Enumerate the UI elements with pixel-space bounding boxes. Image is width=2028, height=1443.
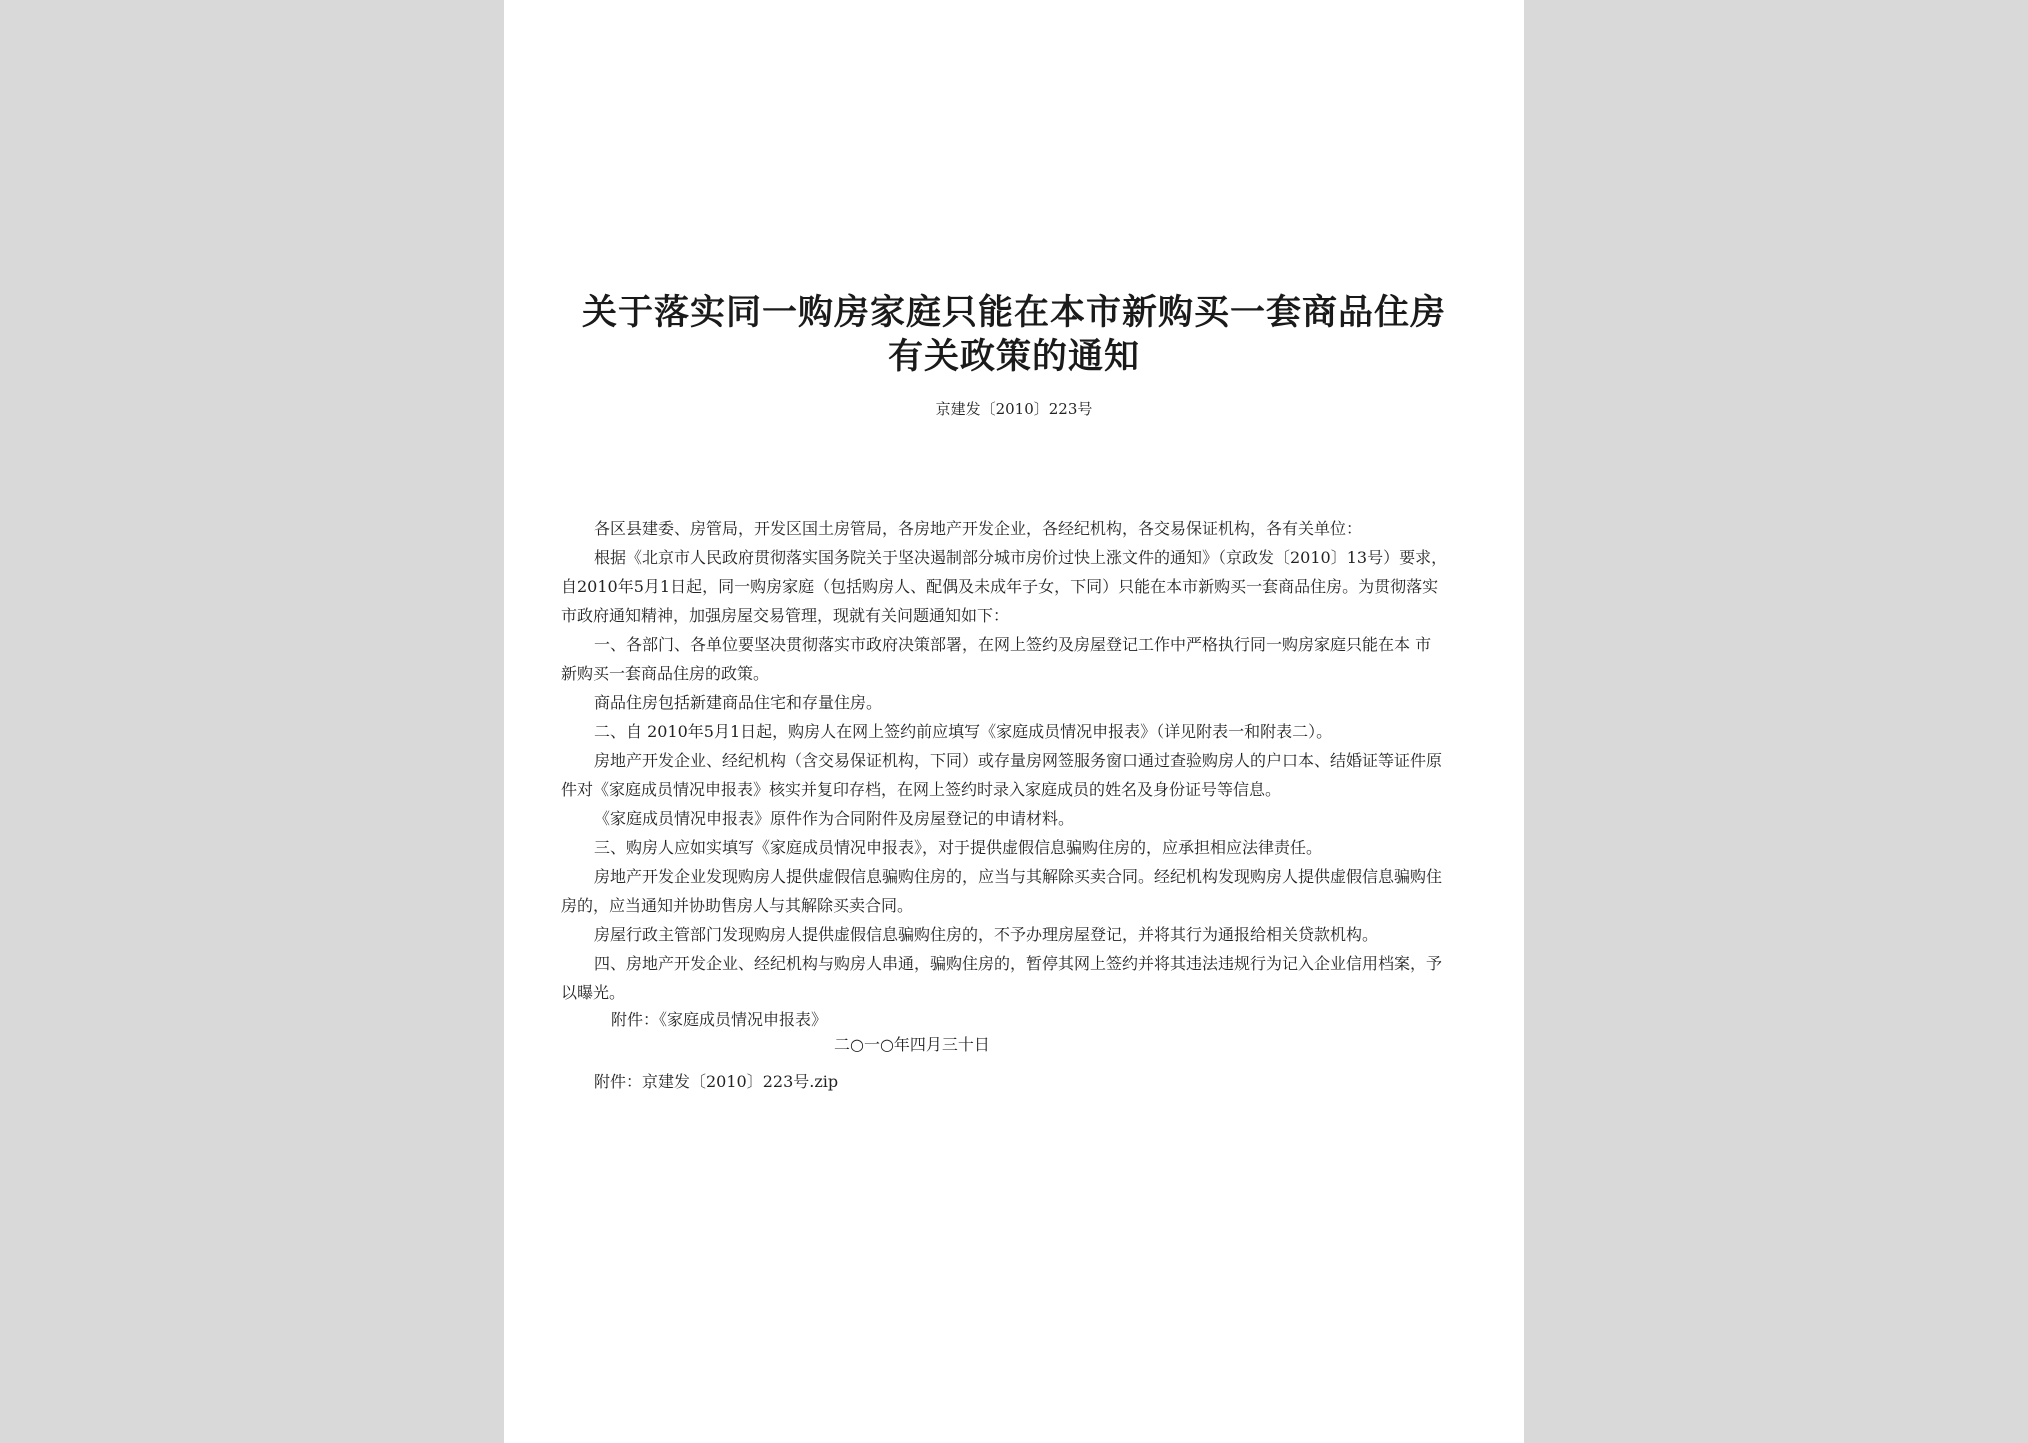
body-line: 商品住房包括新建商品住宅和存量住房。 bbox=[594, 693, 883, 712]
body-line: 市政府通知精神，加强房屋交易管理，现就有关问题通知如下： bbox=[561, 606, 1010, 625]
body-line: 四、房地产开发企业、经纪机构与购房人串通，骗购住房的，暂停其网上签约并将其违法违规行为记入企业信用档案，予 bbox=[594, 954, 1443, 973]
body-line: 新购买一套商品住房的政策。 bbox=[561, 664, 770, 683]
body-line: 一、各部门、各单位要坚决贯彻落实市政府决策部署，在网上签约及房屋登记工作中严格执行同一购房家庭只能在本 市 bbox=[594, 635, 1432, 654]
body-line: 以曝光。 bbox=[561, 983, 626, 1002]
body-line: 件对《家庭成员情况申报表》核实并复印存档，在网上签约时录入家庭成员的姓名及身份证号等信息。 bbox=[561, 780, 1282, 799]
body-line: 自2010年5月1日起，同一购房家庭（包括购房人、配偶及未成年子女，下同）只能在本市新购买一套商品住房。为贯彻落实 bbox=[561, 577, 1439, 596]
body-line: 三、购房人应如实填写《家庭成员情况申报表》，对于提供虚假信息骗购住房的，应承担相应法律责任。 bbox=[594, 838, 1323, 857]
document-date: 二○一○年四月三十日 bbox=[834, 1035, 990, 1054]
body-line: 二、自 2010年5月1日起，购房人在网上签约前应填写《家庭成员情况申报表》（详见附表一和附表二）。 bbox=[594, 722, 1333, 741]
document-page bbox=[504, 0, 1524, 1443]
body-line: 房的，应当通知并协助售房人与其解除买卖合同。 bbox=[561, 896, 914, 915]
body-line: 《家庭成员情况申报表》原件作为合同附件及房屋登记的申请材料。 bbox=[594, 809, 1075, 828]
document-title-line-1: 关于落实同一购房家庭只能在本市新购买一套商品住房 bbox=[581, 292, 1446, 333]
attachment-note: 附件：《家庭成员情况申报表》 bbox=[611, 1010, 828, 1029]
body-line: 根据《北京市人民政府贯彻落实国务院关于坚决遏制部分城市房价过快上涨文件的通知》（京政发〔2010〕13号）要求， bbox=[594, 548, 1448, 567]
body-line: 房屋行政主管部门发现购房人提供虚假信息骗购住房的，不予办理房屋登记，并将其行为通报给相关贷款机构。 bbox=[594, 925, 1379, 944]
body-line: 房地产开发企业、经纪机构（含交易保证机构，下同）或存量房网签服务窗口通过查验购房人的户口本、结婚证等证件原 bbox=[594, 751, 1443, 770]
document-title-line-2: 有关政策的通知 bbox=[887, 336, 1140, 377]
document-number: 京建发〔2010〕223号 bbox=[935, 400, 1093, 418]
file-attachment-link[interactable]: 附件：京建发〔2010〕223号.zip bbox=[594, 1072, 839, 1091]
body-line: 房地产开发企业发现购房人提供虚假信息骗购住房的，应当与其解除买卖合同。经纪机构发现购房人提供虚假信息骗购住 bbox=[594, 867, 1443, 886]
salutation: 各区县建委、房管局，开发区国土房管局，各房地产开发企业，各经纪机构，各交易保证机构，各有关单位： bbox=[594, 519, 1363, 538]
